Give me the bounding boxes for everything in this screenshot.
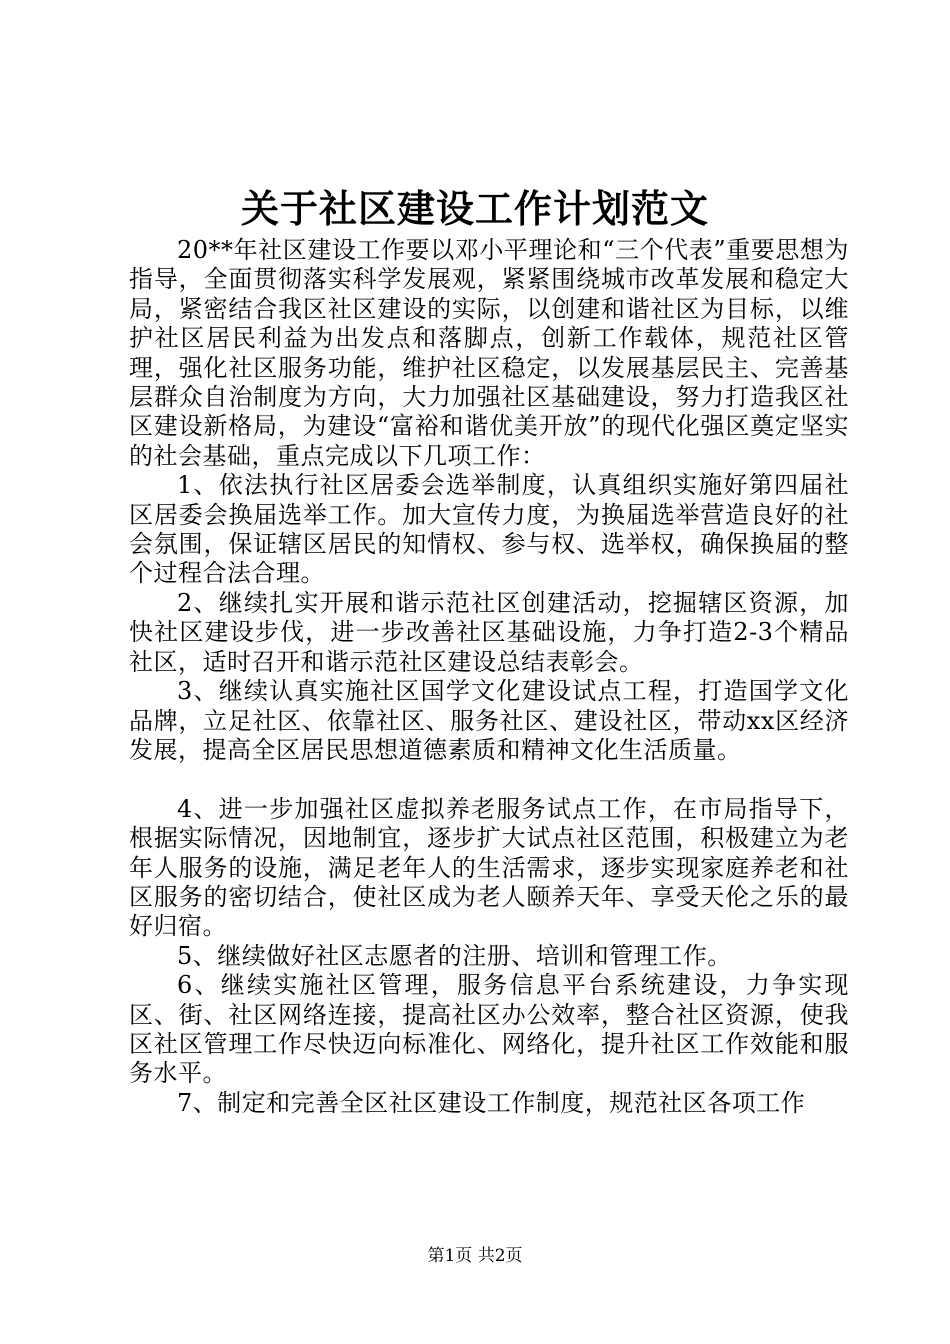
item-3-paragraph: 3、继续认真实施社区国学文化建设试点工程，打造国学文化品牌，立足社区、依靠社区、服务社区、建设社区，带动xx区经济发展，提高全区居民思想道德素质和精神文化生活质量。	[129, 677, 849, 764]
document-body	[129, 236, 849, 1118]
item-5-paragraph: 5、继续做好社区志愿者的注册、培训和管理工作。	[177, 941, 732, 970]
intro-paragraph: 20**年社区建设工作要以邓小平理论和“三个代表”重要思想为指导，全面贯彻落实科学发展观，紧紧围绕城市改革发展和稳定大局，紧密结合我区社区建设的实际，以创建和谐社区为目标，以维护社区居民利益为出发点和落脚点，创新工作载体，规范社区管理，强化社区服务功能，维护社区稳定，以发展基层民主、完善基层群众自治制度为方向，大力加强社区基础建设，努力打造我区社区建设新格局，为建设“富裕和谐优美开放”的现代化强区奠定坚实的社会基础，重点完成以下几项工作：	[129, 236, 849, 470]
item-1-paragraph: 1、依法执行社区居委会选举制度，认真组织实施好第四届社区居委会换届选举工作。加大宣传力度，为换届选举营造良好的社会氛围，保证辖区居民的知情权、参与权、选举权，确保换届的整个过程合法合理。	[129, 471, 849, 588]
page-footer: 第1页 共2页	[427, 1246, 523, 1266]
document-title: 关于社区建设工作计划范文	[240, 186, 709, 231]
item-2-paragraph: 2、继续扎实开展和谐示范社区创建活动，挖掘辖区资源，加快社区建设步伐，进一步改善社区基础设施，力争打造2-3个精品社区，适时召开和谐示范社区建设总结表彰会。	[129, 588, 849, 676]
item-6-paragraph: 6、继续实施社区管理，服务信息平台系统建设，力争实现区、街、社区网络连接，提高社区办公效率，整合社区资源，使我区社区管理工作尽快迈向标准化、网络化，提升社区工作效能和服务水平。	[129, 971, 849, 1088]
item-7-paragraph: 7、制定和完善全区社区建设工作制度，规范社区各项工作	[177, 1088, 806, 1117]
item-4-paragraph: 4、进一步加强社区虚拟养老服务试点工作，在市局指导下，根据实际情况，因地制宜，逐步扩大试点社区范围，积极建立为老年人服务的设施，满足老年人的生活需求，逐步实现家庭养老和社区服务的密切结合，使社区成为老人颐养天年、享受天伦之乐的最好归宿。	[129, 794, 849, 941]
